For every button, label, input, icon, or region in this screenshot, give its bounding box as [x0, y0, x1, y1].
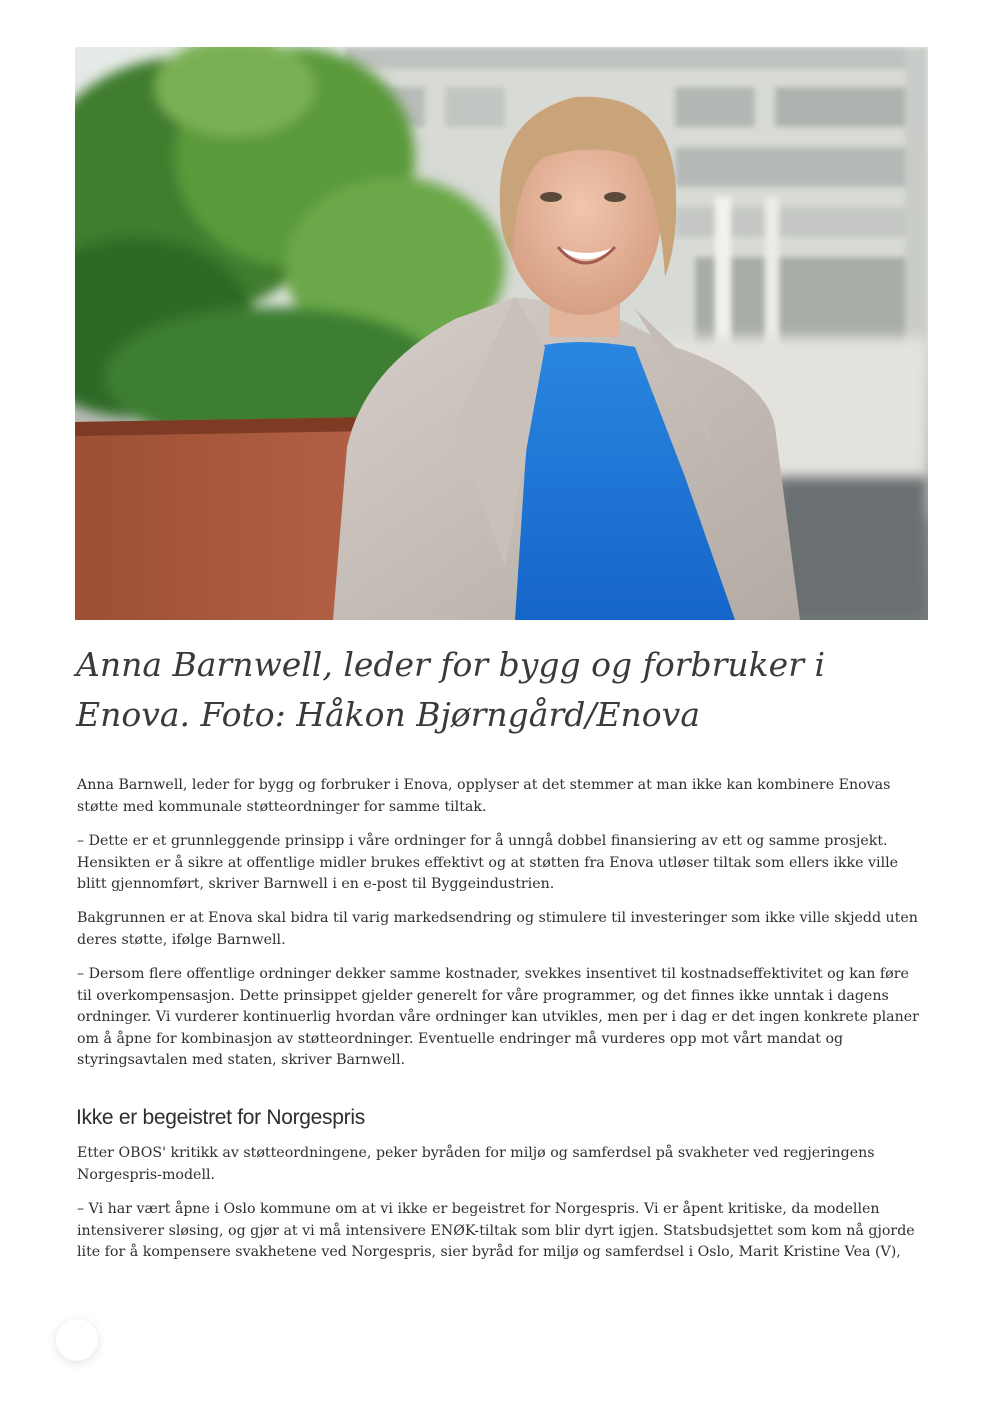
photo-caption: Anna Barnwell, leder for bygg og forbruker i Enova. Foto: Håkon Bjørngård/Enova: [76, 645, 826, 734]
paragraph-1: Anna Barnwell, leder for bygg og forbruker i Enova, opplyser at det stemmer at man ikke kan kombinere Enovas støtte med kommunale støtteordninger for samme tiltak.: [77, 777, 891, 815]
portrait-photo: [75, 47, 928, 620]
paragraph-6: – Vi har vært åpne i Oslo kommune om at vi ikke er begeistret for Norgespris. Vi er åpent kritiske, da modellen intensiverer sløsing, og gjør at vi må intensivere ENØK-tiltak som blir dyrt igjen. Statsbudsjettet som kom nå gjorde lite for å kompensere svakhetene ved Norgespris, sier byråd for miljø og samferdsel i Oslo, Marit Kristine Vea (V),: [77, 1201, 915, 1260]
paragraph-4: – Dersom flere offentlige ordninger dekker samme kostnader, svekkes insentivet til kostnadseffektivitet og kan føre til overkompensasjon. Dette prinsippet gjelder generelt for våre programmer, og det finnes ikke unntak i dagens ordninger. Vi vurderer kontinuerlig hvordan våre ordninger kan utvikles, men per i dag er det ingen konkrete planer om å åpne for kombinasjon av støtteordninger. Eventuelle endringer må vurderes opp mot vårt mandat og styringsavtalen med staten, skriver Barnwell.: [77, 966, 919, 1068]
paragraph-3: Bakgrunnen er at Enova skal bidra til varig markedsendring og stimulere til investeringer som ikke ville skjedd uten deres støtte, ifølge Barnwell.: [77, 910, 918, 948]
paragraph-2: – Dette er et grunnleggende prinsipp i våre ordninger for å unngå dobbel finansiering av ett og samme prosjekt. Hensikten er å sikre at offentlige midler brukes effektivt og at støtten fra Enova utløser tiltak som ellers ikke ville blitt gjennomført, skriver Barnwell i en e-post til Byggeindustrien.: [77, 833, 899, 892]
floating-action-button[interactable]: [56, 1319, 98, 1361]
paragraph-5: Etter OBOS' kritikk av støtteordningene, peker byråden for miljø og samferdsel på svakheter ved regjeringens Norgespris-modell.: [77, 1145, 875, 1183]
section-heading: Ikke er begeistret for Norgespris: [76, 1106, 365, 1129]
